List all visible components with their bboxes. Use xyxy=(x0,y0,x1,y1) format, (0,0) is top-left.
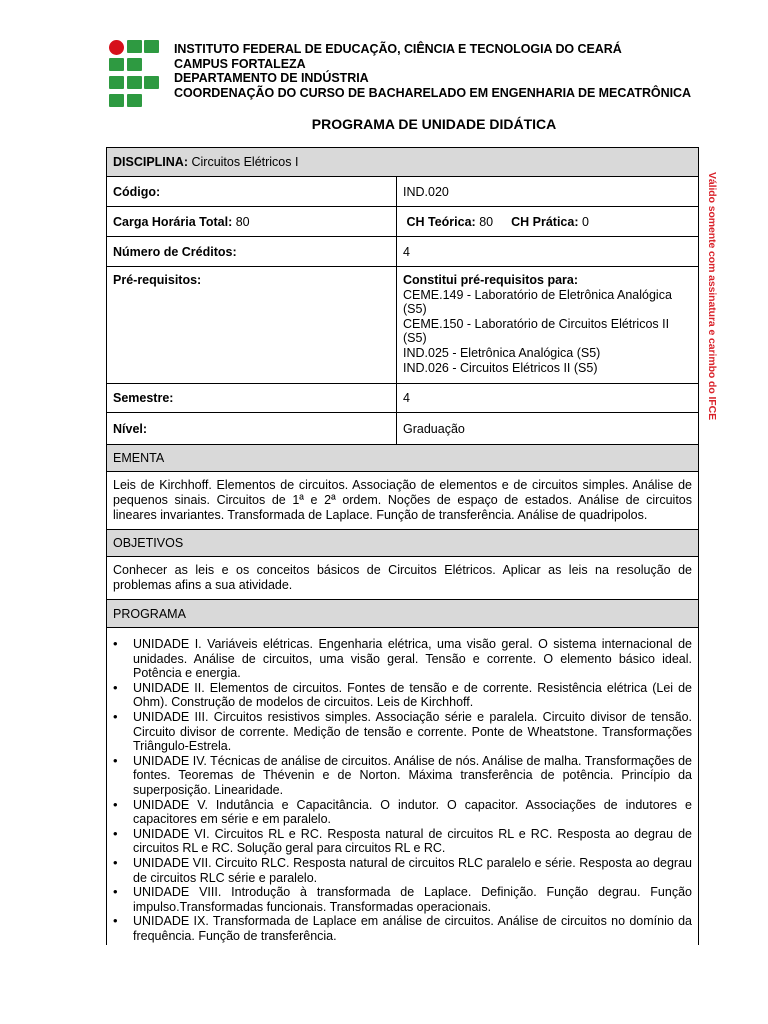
document-title: PROGRAMA DE UNIDADE DIDÁTICA xyxy=(311,116,557,132)
row-prerequisitos xyxy=(107,267,699,384)
prereq-for-item: CEME.149 - Laboratório de Eletrônica Analógica (S5) xyxy=(403,287,672,317)
disciplina-label: DISCIPLINA: xyxy=(113,155,188,169)
row-disciplina xyxy=(107,148,699,177)
codigo-value: IND.020 xyxy=(397,177,699,207)
row-codigo xyxy=(107,177,699,207)
program-unit: • UNIDADE IV. Técnicas de análise de circuitos. Análise de nós. Análise de malha. Transformações de fontes. Teoremas de Thévenin e de Norton. Máxima transferência de potência. Princípio da superposição. Linearidade. xyxy=(113,754,692,798)
department-name: DEPARTAMENTO DE INDÚSTRIA xyxy=(174,71,369,86)
program-unit-list xyxy=(113,637,692,943)
row-creditos xyxy=(107,237,699,267)
carga-value: 80 xyxy=(235,214,250,229)
semestre-value: 4 xyxy=(397,384,699,413)
ch-teorica-value: 80 xyxy=(479,214,494,229)
objetivos-heading: OBJETIVOS xyxy=(107,530,699,557)
prereq-for-label: Constitui pré-requisitos para: xyxy=(403,273,579,287)
codigo-label: Código: xyxy=(107,177,397,207)
validity-stamp xyxy=(705,172,719,420)
ementa-text: Leis de Kirchhoff. Elementos de circuitos. Associação de elementos e de circuitos simples. Análise de pequenos sinais. Circuitos de 1ª e 2ª ordem. Noções de espaço de estados. Análise de circuitos lineares invariantes. Transformada de Laplace. Função de transferência. Análise de quadripolos. xyxy=(107,472,699,530)
program-unit: • UNIDADE II. Elementos de circuitos. Fontes de tensão e de corrente. Resistência elétrica (Lei de Ohm). Construção de modelos de circuitos. Leis de Kirchhoff. xyxy=(113,681,692,710)
row-objetivos-text xyxy=(107,557,699,600)
disciplina-value: Circuitos Elétricos I xyxy=(191,155,299,169)
program-unit: • UNIDADE III. Circuitos resistivos simples. Associação série e paralela. Circuito divisor de tensão. Circuito divisor de corrente. Medição de tensão e corrente. Ponte de Wheatstone. Transformações Triângulo-Estrela. xyxy=(113,710,692,754)
program-unit: • UNIDADE VII. Circuito RLC. Resposta natural de circuitos RLC paralelo e série. Resposta ao degrau de circuitos RLC série e paralelo. xyxy=(113,856,692,885)
row-ementa-heading xyxy=(107,445,699,472)
prereq-for-item: IND.025 - Eletrônica Analógica (S5) xyxy=(403,345,601,360)
prereq-label: Pré-requisitos: xyxy=(107,267,397,384)
nivel-value: Graduação xyxy=(397,413,699,445)
row-programa-units xyxy=(107,628,699,946)
ch-pratica-value: 0 xyxy=(581,214,589,229)
prereq-for-item: IND.026 - Circuitos Elétricos II (S5) xyxy=(403,360,598,375)
program-unit: • UNIDADE V. Indutância e Capacitância. O indutor. O capacitor. Associações de indutores e capacitores em série e em paralelo. xyxy=(113,798,692,827)
campus-name: CAMPUS FORTALEZA xyxy=(174,56,306,71)
creditos-label: Número de Créditos: xyxy=(107,237,397,267)
validity-stamp-text: Válido somente com assinatura e carimbo do IFCE xyxy=(706,172,718,420)
ch-teorica-label: CH Teórica: xyxy=(406,214,476,229)
row-programa-heading xyxy=(107,600,699,628)
semestre-label: Semestre: xyxy=(107,384,397,413)
row-carga-horaria xyxy=(107,207,699,237)
row-nivel xyxy=(107,413,699,445)
nivel-label: Nível: xyxy=(107,413,397,445)
institution-name: INSTITUTO FEDERAL DE EDUCAÇÃO, CIÊNCIA E TECNOLOGIA DO CEARÁ xyxy=(174,42,622,56)
programa-heading: PROGRAMA xyxy=(107,600,699,628)
carga-label: Carga Horária Total: xyxy=(113,214,233,229)
ifce-logo xyxy=(109,40,161,110)
program-unit: • UNIDADE VIII. Introdução à transformada de Laplace. Definição. Função degrau. Função impulso.Transformadas funcionais. Transformadas operacionais. xyxy=(113,885,692,914)
institution-header xyxy=(174,42,691,100)
program-unit: • UNIDADE IX. Transformada de Laplace em análise de circuitos. Análise de circuitos no domínio da frequência. Função de transferência. xyxy=(113,914,692,943)
logo-red-circle xyxy=(109,40,124,55)
row-semestre xyxy=(107,384,699,413)
row-ementa-text xyxy=(107,472,699,530)
program-table xyxy=(106,147,699,945)
coordination-name: COORDENAÇÃO DO CURSO DE BACHARELADO EM ENGENHARIA DE MECATRÔNICA xyxy=(174,85,691,100)
objetivos-text: Conhecer as leis e os conceitos básicos de Circuitos Elétricos. Aplicar as leis na resolução de problemas afins a sua atividade. xyxy=(107,557,699,600)
prereq-for-item: CEME.150 - Laboratório de Circuitos Elétricos II (S5) xyxy=(403,316,670,346)
program-unit: • UNIDADE I. Variáveis elétricas. Engenharia elétrica, uma visão geral. O sistema internacional de unidades. Análise de circuitos, uma visão geral. Tensão e corrente. O elemento básico ideal. Potência e energia. xyxy=(113,637,692,681)
creditos-value: 4 xyxy=(397,237,699,267)
ch-pratica-label: CH Prática: xyxy=(511,214,579,229)
row-objetivos-heading xyxy=(107,530,699,557)
program-unit: • UNIDADE VI. Circuitos RL e RC. Resposta natural de circuitos RL e RC. Resposta ao degrau de circuitos RL e RC. Solução geral para circuitos RL e RC. xyxy=(113,827,692,856)
ementa-heading: EMENTA xyxy=(107,445,699,472)
